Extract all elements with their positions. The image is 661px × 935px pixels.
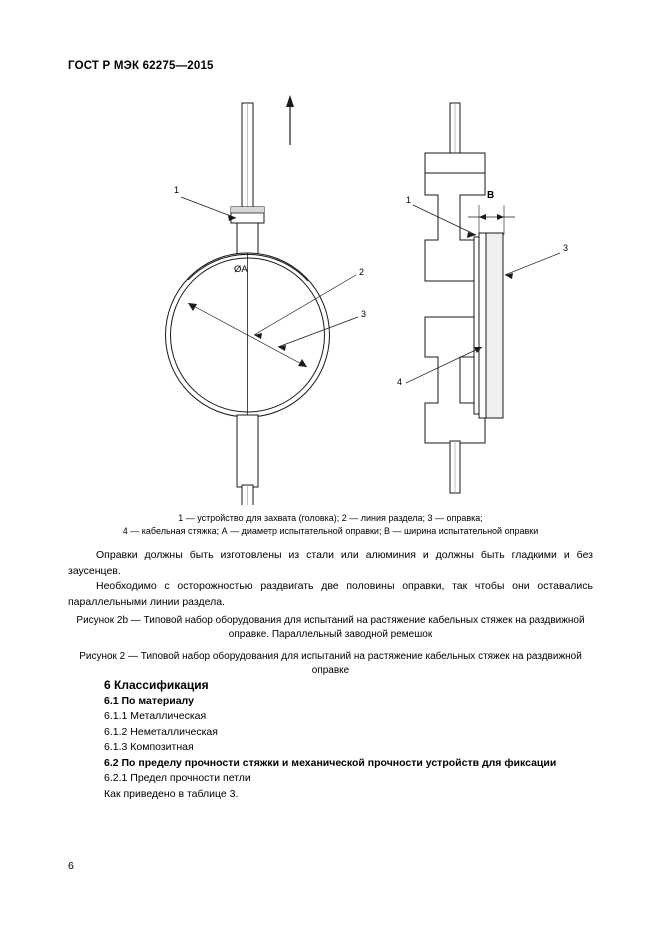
page-header: ГОСТ Р МЭК 62275—2015 xyxy=(68,60,214,72)
item-6-2-1-text: Как приведено в таблице 3. xyxy=(104,787,239,800)
item-6-1-1: 6.1.1 Металлическая xyxy=(104,710,207,722)
body-text xyxy=(68,548,593,610)
section-classification xyxy=(68,678,593,802)
figure-illustration xyxy=(68,85,593,505)
figure-2b-caption-line-2: на раздвижной оправке. Параллельный заводной ремешок xyxy=(228,615,585,640)
page-number: 6 xyxy=(68,860,74,872)
legend-line-2: 4 — кабельная стяжка; А — диаметр испытательной оправки; В — ширина испытательной оправки xyxy=(122,526,539,536)
paragraph-2: Необходимо с осторожностью раздвигать две половины оправки, так чтобы они оставались параллельными линии раздела. xyxy=(68,580,593,608)
figure-legend xyxy=(68,512,593,538)
figure-2b-caption xyxy=(68,614,593,642)
legend-line-1: 1 — устройство для захвата (головка); 2 — линия раздела; 3 — оправка; xyxy=(178,513,483,523)
figure-label-2: 2 xyxy=(359,267,365,277)
figure-2-caption xyxy=(68,650,593,678)
figure-2-caption-line-2: на раздвижной оправке xyxy=(311,651,582,676)
item-6-1-3: 6.1.3 Композитная xyxy=(104,741,194,753)
heading-6-1: 6.1 По материалу xyxy=(104,694,194,707)
figure-label-1-left: 1 xyxy=(174,185,180,195)
figure-svg xyxy=(68,85,593,505)
figure-label-b: B xyxy=(487,190,495,201)
figure-2-caption-line-1: Рисунок 2 — Типовой набор оборудования для испытаний на растяжение кабельных стяжек xyxy=(79,651,510,662)
figure-label-3-right: 3 xyxy=(563,243,569,253)
paragraph-1: Оправки должны быть изготовлены из стали или алюминия и должны быть гладкими и без заусенцев. xyxy=(68,549,593,577)
item-6-2-1: 6.2.1 Предел прочности петли xyxy=(104,772,251,784)
heading-6: 6 Классификация xyxy=(104,678,209,692)
figure-label-diameter: ØA xyxy=(234,264,248,275)
figure-label-4-right: 4 xyxy=(397,377,403,387)
figure-label-1-right: 1 xyxy=(406,195,412,205)
item-6-1-2: 6.1.2 Неметаллическая xyxy=(104,725,218,738)
figure-2b-caption-line-1: Рисунок 2b — Типовой набор оборудования для испытаний на растяжение кабельных стяжек xyxy=(76,615,513,626)
figure-label-3-left: 3 xyxy=(361,309,367,319)
heading-6-2: 6.2 По пределу прочности стяжки и механической прочности устройств для фиксации xyxy=(104,756,557,769)
